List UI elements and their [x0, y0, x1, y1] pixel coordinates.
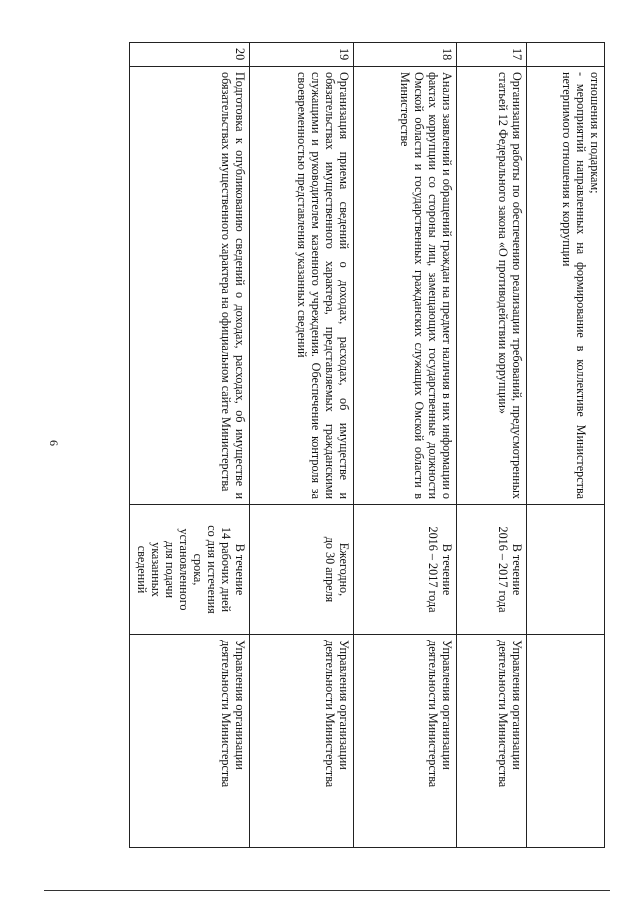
measure-text: Анализ заявлений и обращений граждан на предмет наличия в них информации о фактах коррупции со стороны лиц, замещающих государственные должности Омской области и государственных гражданских служащих Омской области в Министерстве	[398, 72, 454, 499]
table-row	[130, 43, 250, 848]
deadline-cell	[527, 505, 605, 635]
rotated-table-wrapper	[135, 42, 605, 847]
responsible-cell	[130, 635, 250, 848]
deadline-line: указанных	[149, 542, 163, 597]
deadline-cell	[354, 505, 457, 635]
responsible-line: Управления организации	[337, 640, 351, 770]
deadline-cell	[130, 505, 250, 635]
table-row	[354, 43, 457, 848]
deadline-line: для подачи	[163, 541, 177, 598]
anti-corruption-plan-table	[129, 42, 605, 848]
row-number: 19	[250, 43, 354, 67]
deadline-line: установленного	[177, 528, 191, 611]
responsible-cell	[354, 635, 457, 848]
responsible-cell	[527, 635, 605, 848]
deadline-line: В течение	[440, 543, 454, 596]
responsible-line: деятельности Министерства	[496, 640, 510, 788]
deadline-line: срока,	[191, 553, 205, 586]
table-row	[457, 43, 527, 848]
measure-text: Организация приема сведений о доходах, расходах, об имуществе и обязательствах имущественного характера, представляемых гражданскими служащими и руководителем казенного учреждения. Обеспечение контроля за своевременностью представления указанных сведений	[295, 72, 351, 499]
row-number: 18	[354, 43, 457, 67]
deadline-line: сведений	[135, 545, 149, 594]
deadline-line: Ежегодно,	[337, 542, 351, 597]
page-bottom-rule	[44, 890, 610, 891]
deadline-cell	[250, 505, 354, 635]
page-number: 6	[47, 440, 61, 446]
deadline-line: 2016 – 2017 года	[426, 526, 440, 613]
responsible-line: Управления организации	[233, 640, 247, 770]
responsible-cell	[457, 635, 527, 848]
row-number: 20	[130, 43, 250, 67]
measure-cell	[130, 67, 250, 505]
measure-text: - мероприятий направленных на формирование в коллективе Министерства нетерпимого отношения к коррупции	[560, 72, 588, 499]
responsible-cell	[250, 635, 354, 848]
measure-text: отношения к подаркам;	[588, 72, 602, 194]
measure-cell	[354, 67, 457, 505]
deadline-line: В течение	[510, 543, 524, 596]
deadline-line: со дня истечения	[205, 525, 219, 614]
deadline-line: В течение	[233, 543, 247, 596]
table-row	[527, 43, 605, 848]
deadline-line: 2016 – 2017 года	[496, 526, 510, 613]
table-row	[250, 43, 354, 848]
measure-cell	[457, 67, 527, 505]
responsible-line: Управления организации	[510, 640, 524, 770]
deadline-cell	[457, 505, 527, 635]
responsible-line: Управления организации	[440, 640, 454, 770]
row-number: 17	[457, 43, 527, 67]
responsible-line: деятельности Министерства	[426, 640, 440, 788]
deadline-line: 14 рабочих дней	[219, 526, 233, 613]
measure-cell	[250, 67, 354, 505]
responsible-line: деятельности Министерства	[323, 640, 337, 788]
measure-text: Организация работы по обеспечению реализации требований, предусмотренных статьей 12 Федерального закона «О противодействии коррупции»	[496, 72, 524, 499]
measure-cell	[527, 67, 605, 505]
row-number	[527, 43, 605, 67]
deadline-line: до 30 апреля	[323, 536, 337, 603]
responsible-line: деятельности Министерства	[219, 640, 233, 788]
measure-text: Подготовка к опубликованию сведений о доходах, расходах, об имуществе и обязательствах имущественного характера на официальном сайте Министерства	[219, 72, 247, 499]
